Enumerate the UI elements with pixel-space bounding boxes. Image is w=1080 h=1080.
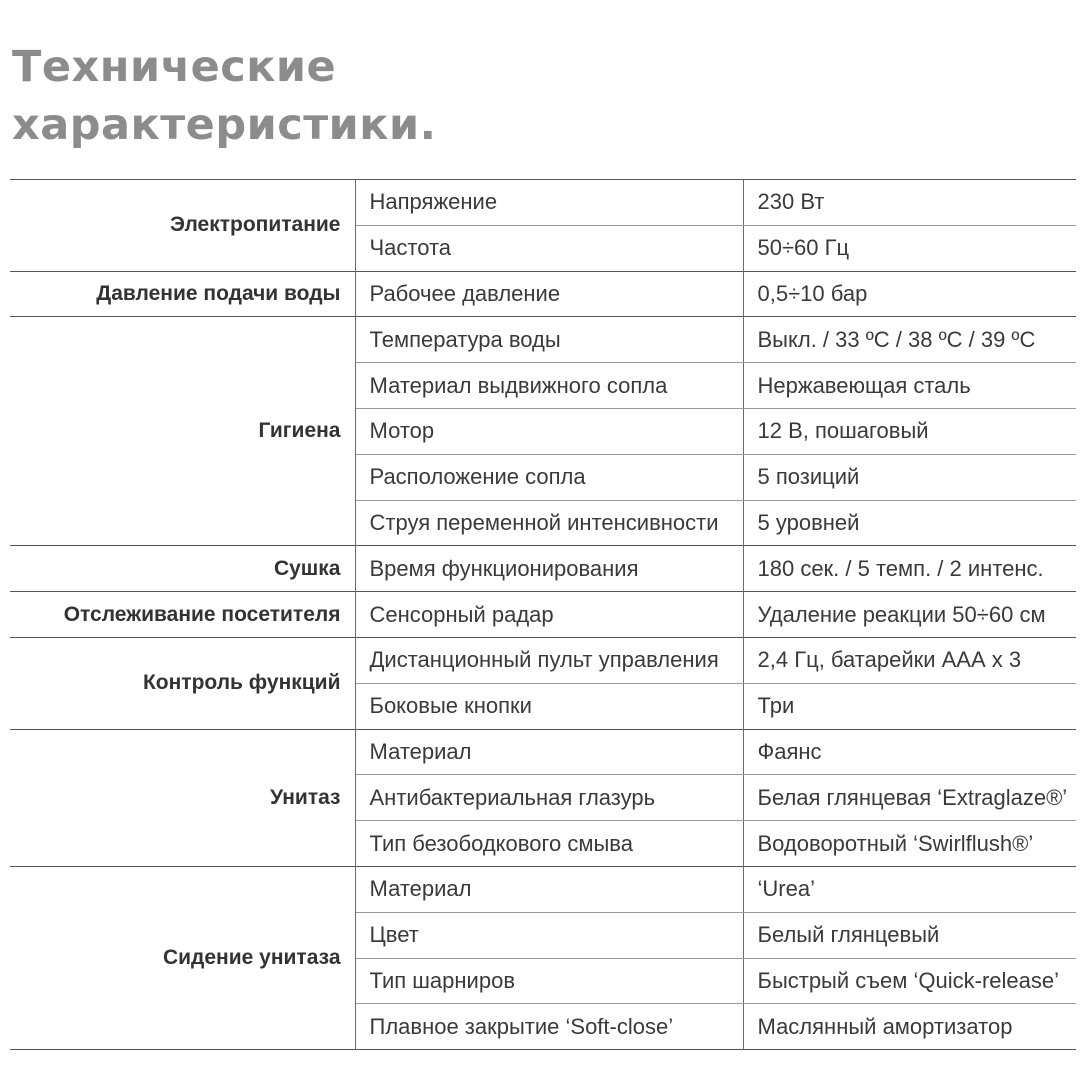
parameter-value: 5 уровней	[757, 509, 860, 535]
parameter-value: 230 Вт	[743, 180, 1076, 226]
parameter-value: Три	[757, 693, 795, 719]
parameter-value: Быстрый съем ‘Quick-release’	[743, 958, 1076, 1004]
parameter-name: Антибактериальная глазурь	[355, 775, 743, 821]
parameter-name: Дистанционный пульт управления	[355, 637, 743, 683]
parameter-name: Цвет	[355, 912, 743, 958]
parameter-name: Тип безободкового смыва	[355, 821, 743, 867]
parameter-value: Белая глянцевая ‘Extraglaze®’	[743, 775, 1076, 821]
parameter-value: 12 В, пошаговый	[743, 408, 1076, 454]
table-row	[10, 180, 1076, 226]
category-label: Электропитание	[10, 180, 355, 272]
parameter-value: ‘Urea’	[743, 866, 1076, 912]
category-label: Контроль функций	[10, 637, 355, 729]
parameter-name: Тип шарниров	[355, 958, 743, 1004]
specifications-table	[10, 179, 1076, 1050]
parameter-value: Выкл. / 33 ºС / 38 ºС / 39 ºС	[743, 317, 1076, 363]
spec-group	[10, 729, 1076, 866]
parameter-name: Боковые кнопки	[355, 683, 743, 729]
title-line-2: характеристики.	[12, 100, 437, 150]
category-label: Унитаз	[10, 729, 355, 866]
parameter-name: Материал	[355, 729, 743, 775]
spec-group	[10, 866, 1076, 1049]
category-label: Давление подачи воды	[10, 271, 355, 317]
parameter-value: Маслянный амортизатор	[757, 1013, 1013, 1039]
parameter-value: 5 позиций	[743, 454, 1076, 500]
parameter-value: Белый глянцевый	[743, 912, 1076, 958]
table-row	[10, 592, 1076, 638]
table-row	[10, 546, 1076, 592]
parameter-value: 2,4 Гц, батарейки ААА х 3	[743, 637, 1076, 683]
spec-group	[10, 180, 1076, 272]
spec-group	[10, 546, 1076, 592]
parameter-name: Струя переменной интенсивности	[355, 500, 743, 546]
parameter-value: Нержавеющая сталь	[743, 363, 1076, 409]
table-row	[10, 317, 1076, 363]
parameter-value: Фаянс	[743, 729, 1076, 775]
category-label: Отслеживание посетителя	[10, 592, 355, 638]
spec-group	[10, 271, 1076, 317]
spec-group	[10, 637, 1076, 729]
parameter-name: Частота	[355, 225, 743, 271]
parameter-name: Расположение сопла	[355, 454, 743, 500]
parameter-name: Мотор	[355, 408, 743, 454]
table-row	[10, 637, 1076, 683]
parameter-name: Рабочее давление	[355, 271, 743, 317]
category-label: Гигиена	[10, 317, 355, 546]
spec-group	[10, 592, 1076, 638]
parameter-name: Температура воды	[355, 317, 743, 363]
parameter-value: 50÷60 Гц	[757, 235, 850, 261]
table-row	[10, 271, 1076, 317]
parameter-name: Материал выдвижного сопла	[355, 363, 743, 409]
table-row	[10, 729, 1076, 775]
page-title	[12, 38, 436, 154]
parameter-name: Время функционирования	[355, 546, 743, 592]
parameter-value: Водоворотный ‘Swirlflush®’	[757, 830, 1034, 856]
parameter-name: Напряжение	[355, 180, 743, 226]
parameter-name: Плавное закрытие ‘Soft-close’	[355, 1004, 743, 1050]
parameter-name: Материал	[355, 866, 743, 912]
parameter-value: 180 сек. / 5 темп. / 2 интенс.	[757, 555, 1044, 581]
parameter-name: Сенсорный радар	[355, 592, 743, 638]
spec-group	[10, 317, 1076, 546]
table-row	[10, 866, 1076, 912]
category-label: Сушка	[10, 546, 355, 592]
category-label: Сидение унитаза	[10, 866, 355, 1049]
parameter-value: Удаление реакции 50÷60 см	[757, 601, 1046, 627]
title-line-1: Технические	[12, 42, 337, 92]
parameter-value: 0,5÷10 бар	[757, 280, 868, 306]
